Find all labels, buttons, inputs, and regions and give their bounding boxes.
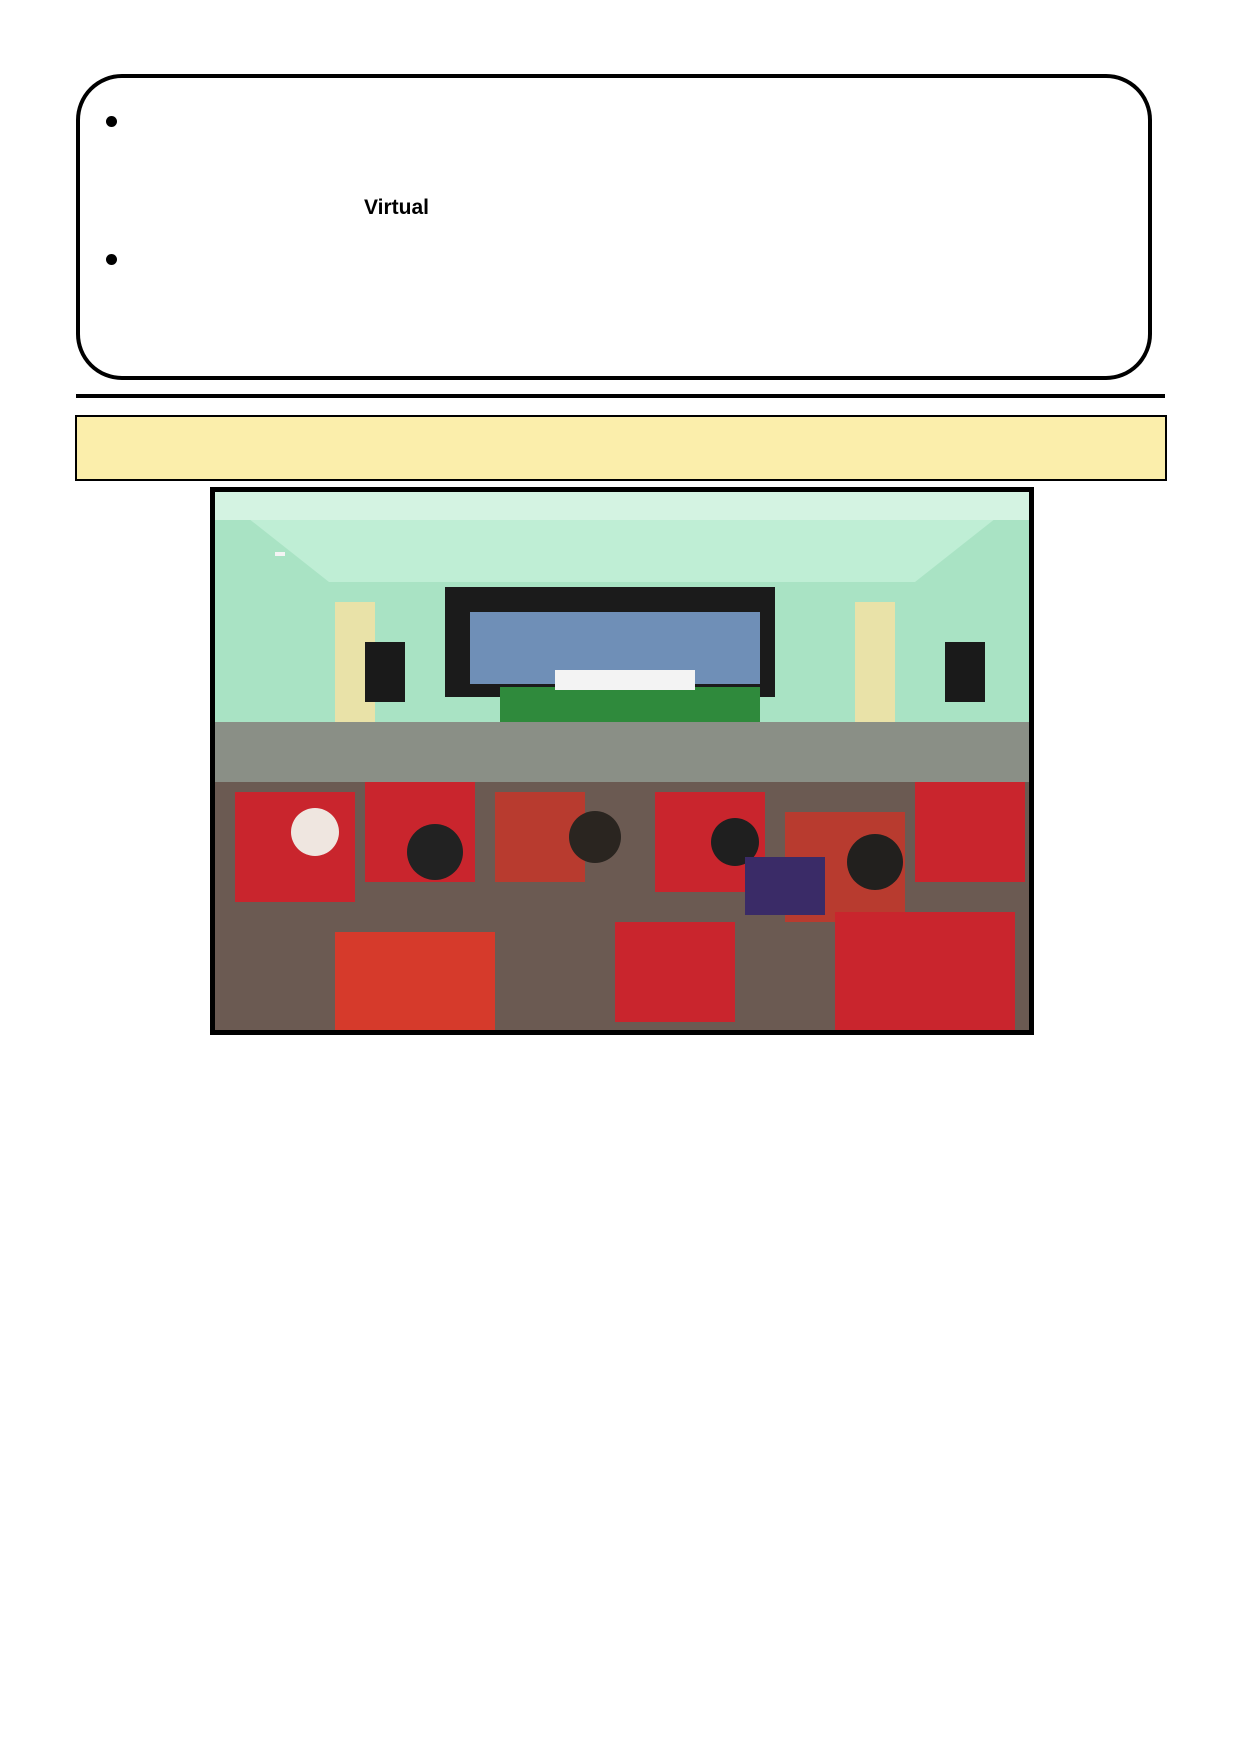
article-paragraph (76, 1291, 604, 1611)
event-photo-frame (210, 487, 1034, 1035)
article-paragraph (636, 1047, 1164, 1327)
article-headline (77, 431, 1165, 469)
notice-bullet-text (160, 238, 1114, 368)
headline-box (75, 415, 1167, 481)
notice-box (76, 74, 1152, 380)
page-number (82, 36, 106, 62)
article-paragraph (76, 1047, 604, 1287)
event-photo (215, 492, 1029, 1030)
article-paragraph (636, 1347, 1164, 1547)
article-source (872, 1568, 1162, 1604)
notice-latin-fragment: Virtual (364, 196, 429, 219)
bullet-dot-icon (106, 116, 117, 127)
section-divider (76, 394, 1165, 398)
bullet-dot-icon (106, 254, 117, 265)
